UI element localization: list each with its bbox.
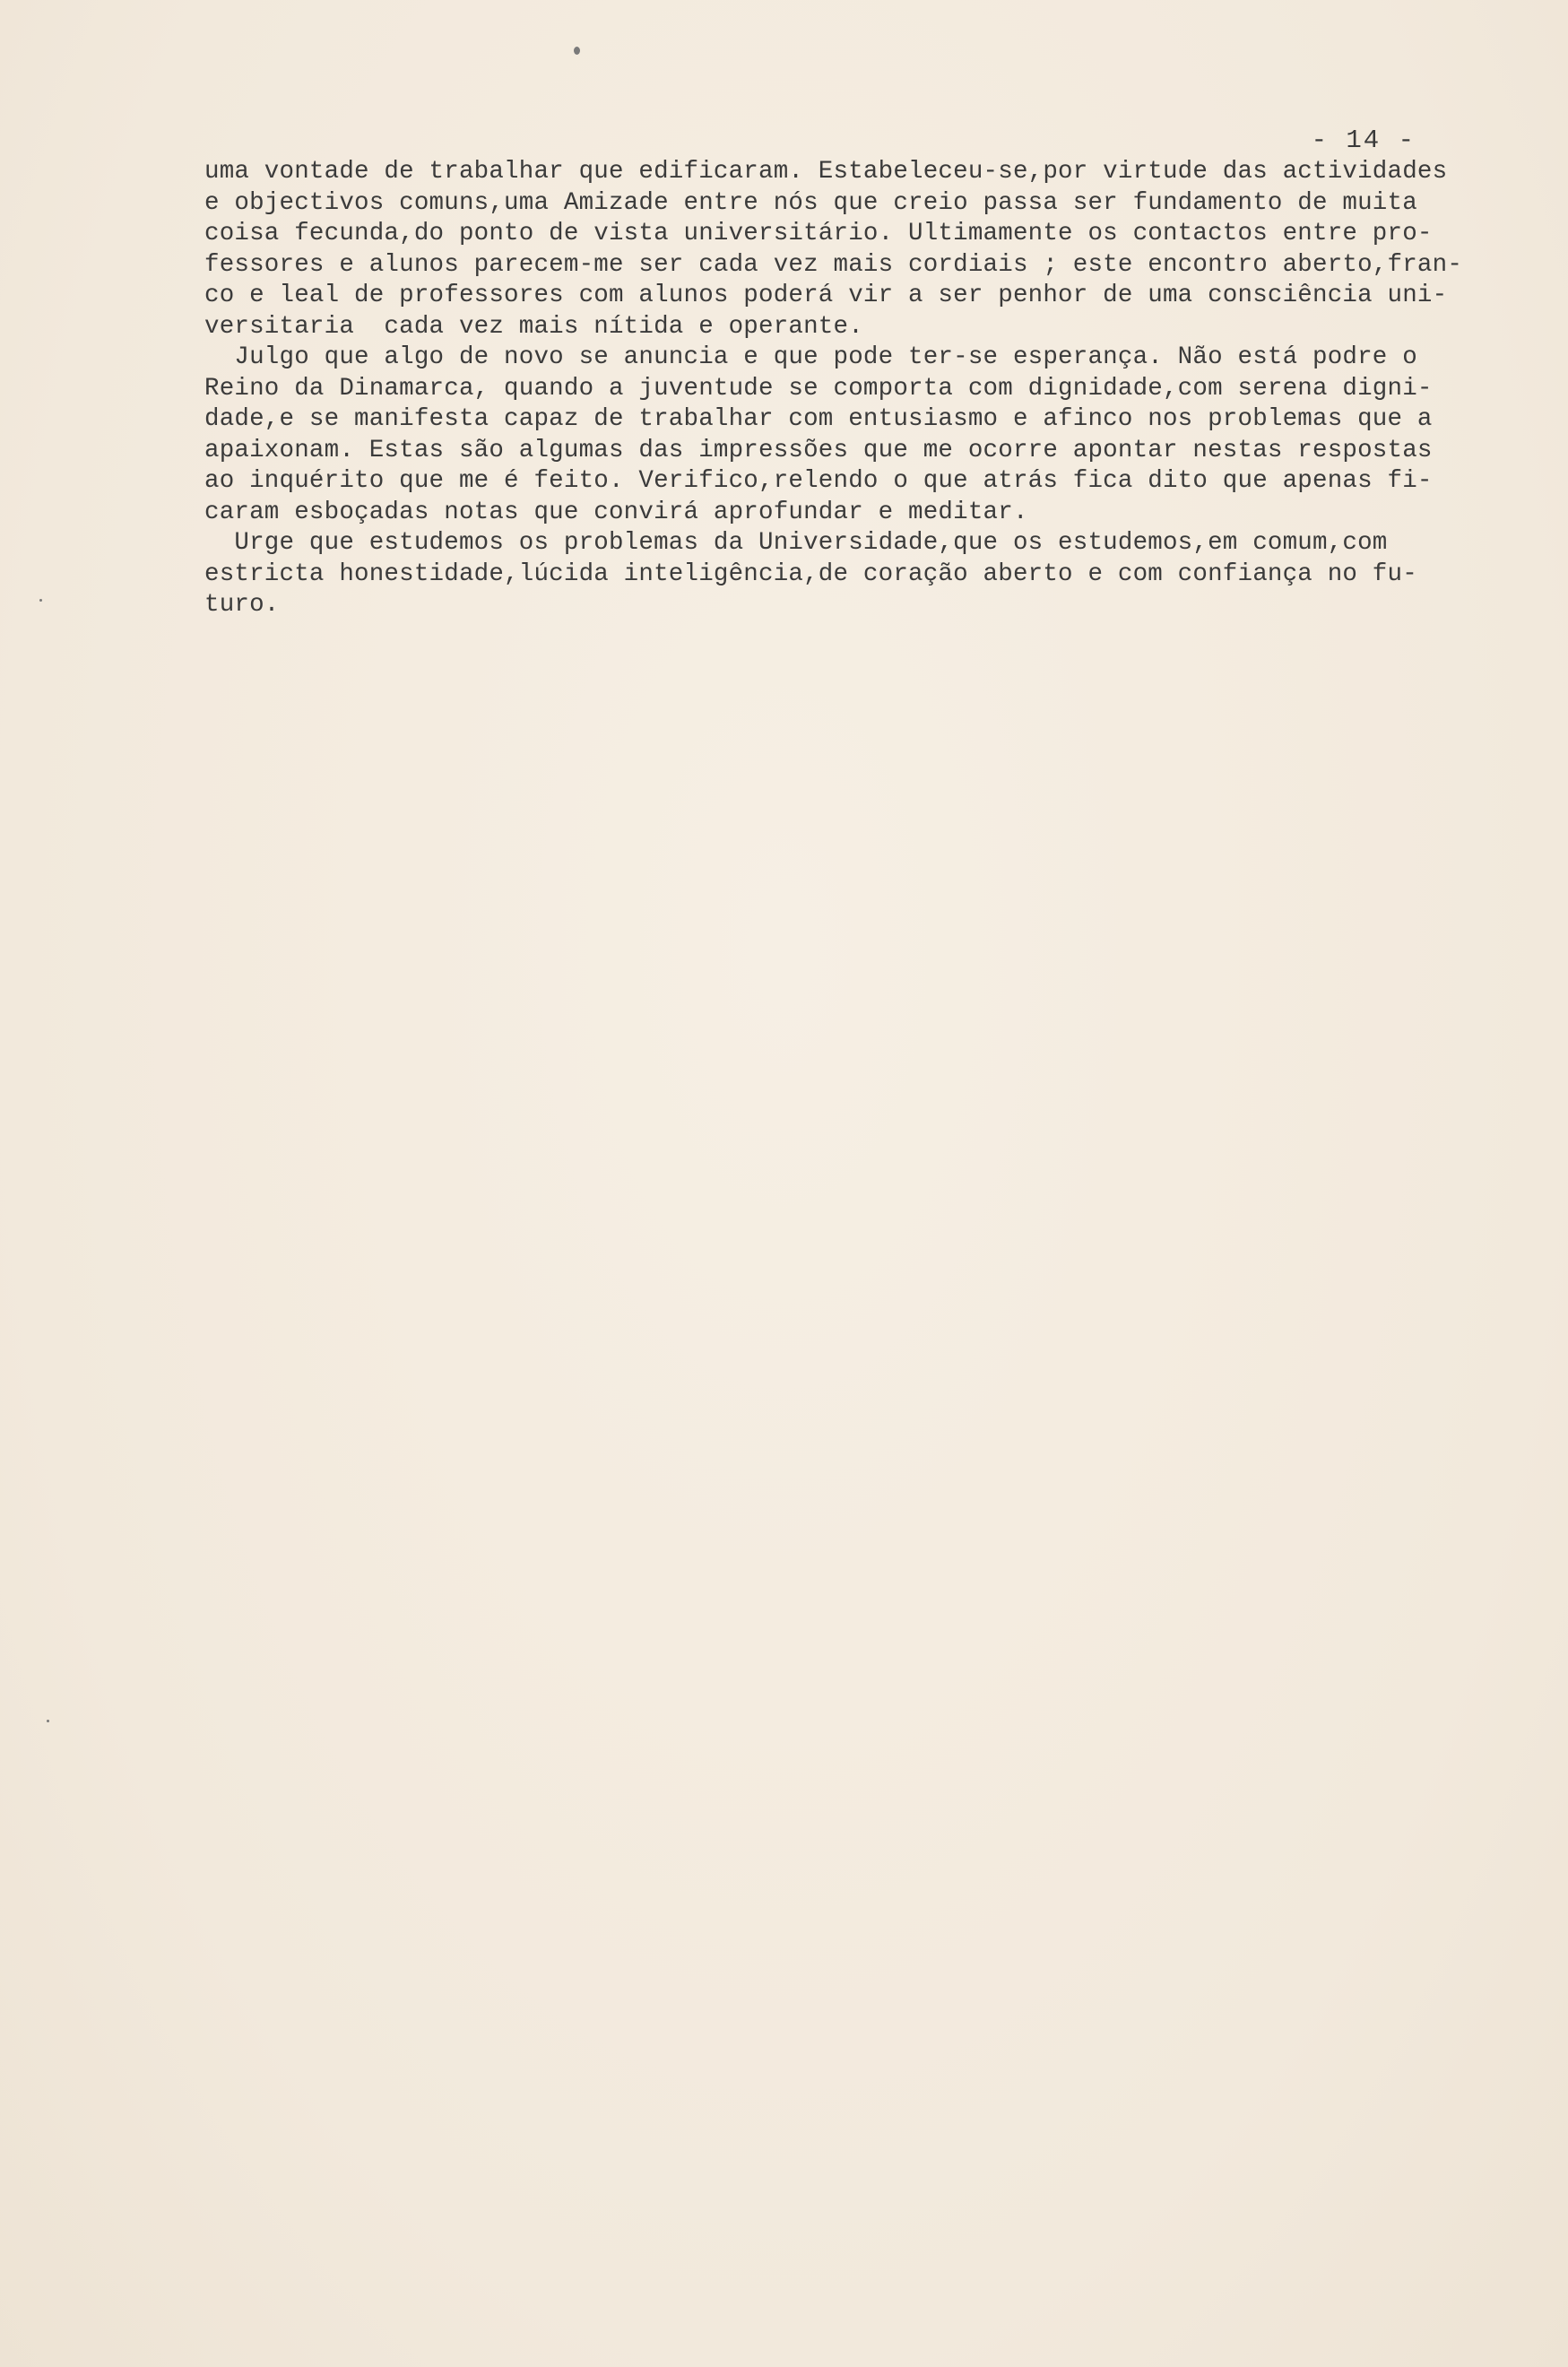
text-line: turo. bbox=[204, 591, 280, 619]
text-line: apaixonam. Estas são algumas das impressões que me ocorre apontar nestas respostas bbox=[204, 436, 1433, 464]
ink-speck bbox=[574, 47, 580, 55]
text-line: caram esboçadas notas que convirá aprofundar e meditar. bbox=[204, 498, 1028, 526]
text-line: Julgo que algo de novo se anuncia e que pode ter-se esperança. Não está podre o bbox=[204, 343, 1417, 371]
text-line: Reino da Dinamarca, quando a juventude se comporta com dignidade,com serena digni- bbox=[204, 374, 1433, 403]
text-line: fessores e alunos parecem-me ser cada vez mais cordiais ; este encontro aberto,fran- bbox=[204, 250, 1463, 279]
text-line: Urge que estudemos os problemas da Universidade,que os estudemos,em comum,com bbox=[204, 529, 1388, 557]
ink-speck bbox=[47, 1720, 49, 1722]
body-text bbox=[204, 157, 1477, 621]
text-line: coisa fecunda,do ponto de vista universitário. Ultimamente os contactos entre pro- bbox=[204, 220, 1433, 247]
text-line: uma vontade de trabalhar que edificaram. Estabeleceu-se,por virtude das actividades bbox=[204, 158, 1448, 186]
text-line: dade,e se manifesta capaz de trabalhar com entusiasmo e afinco nos problemas que a bbox=[204, 405, 1433, 433]
text-line: co e leal de professores com alunos poderá vir a ser penhor de uma consciência uni- bbox=[204, 282, 1448, 309]
ink-speck bbox=[39, 599, 42, 602]
page-number: - 14 - bbox=[1311, 126, 1416, 155]
text-line: versitaria cada vez mais nítida e operante. bbox=[204, 312, 863, 341]
text-line: estricta honestidade,lúcida inteligência,de coração aberto e com confiança no fu- bbox=[204, 559, 1417, 588]
text-line: e objectivos comuns,uma Amizade entre nós que creio passa ser fundamento de muita bbox=[204, 188, 1417, 217]
text-line: ao inquérito que me é feito. Verifico,relendo o que atrás fica dito que apenas fi- bbox=[204, 467, 1433, 495]
